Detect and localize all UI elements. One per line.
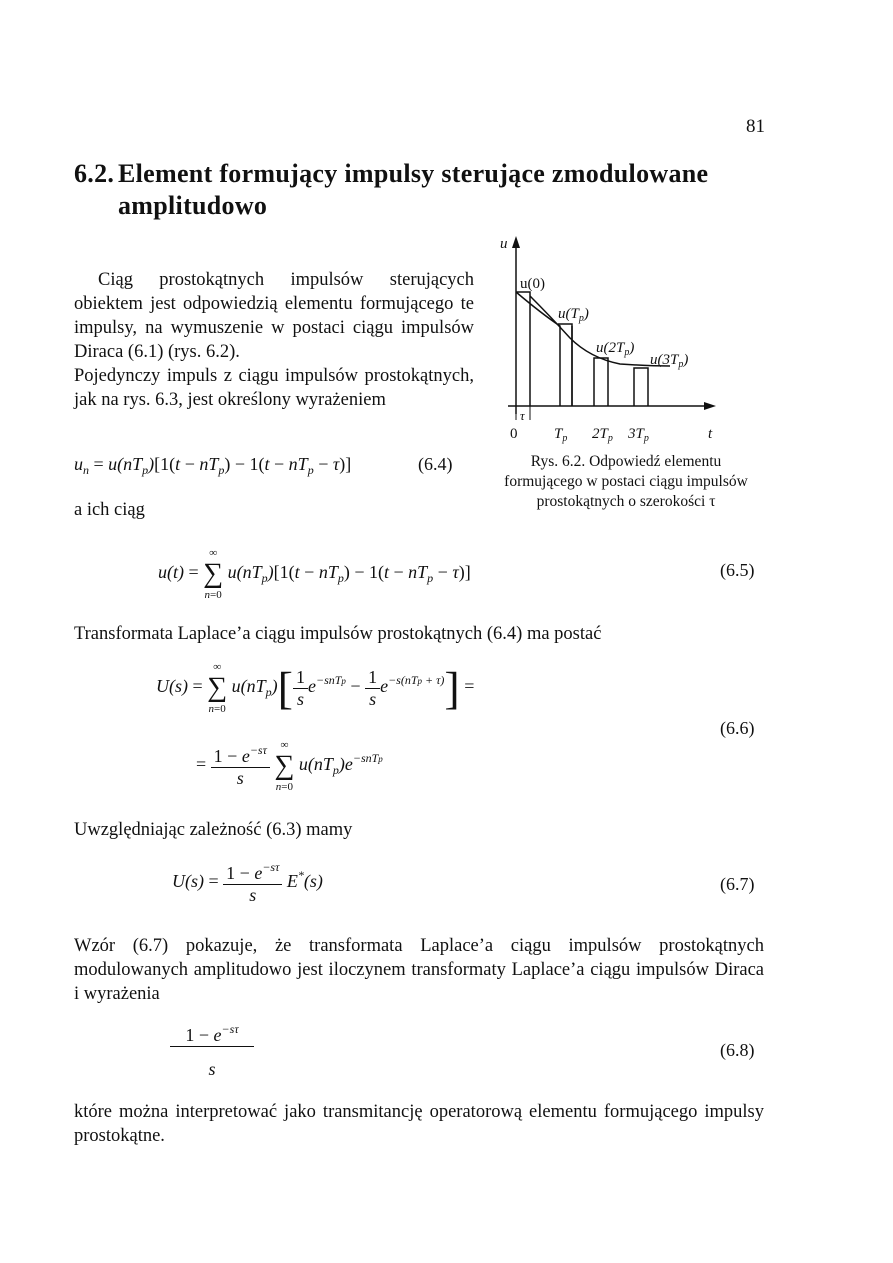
text-wzor: Wzór (6.7) pokazuje, że transformata Laplace’a ciągu impulsów prostokątnych modulowanych amplitudowo jest iloczynem transformaty Laplace’a ciągu impulsów Diraca i wyrażenia	[74, 936, 764, 1004]
figure-6-2	[480, 234, 740, 454]
label-u0: u(0)	[520, 276, 545, 292]
equation-6-6-line1: U(s) = ∞ ∑ n=0 $u(nT_p)$[ $\frac{1}{s}$ $e^{-snTp}$ − $\frac{1}{s}$ $e^{-s(nTp + \tau)}$] =	[156, 661, 475, 715]
section-title-line2: amplitudowo	[118, 191, 268, 220]
text-final: które można interpretować jako transmitancję operatorową elementu formującego impulsy prostokątne.	[74, 1102, 764, 1146]
equation-6-7: U(s) = $\frac{1 - e^{-s\tau}}{s}$ E*(s)	[172, 860, 323, 905]
section-number: 6.2.	[74, 159, 115, 188]
label-u2Tp: $u(2T_p)$	[596, 340, 635, 358]
axis-label-t: t	[708, 426, 713, 442]
section-title	[74, 158, 708, 222]
equation-number-6-5: (6.5)	[720, 560, 755, 580]
pulse-3	[634, 368, 648, 406]
equation-6-6-line2: = $\frac{1 - e^{-s\tau}}{s}$ ∞ ∑ n=0 $u(nT_p)e^{-snTp}$	[196, 739, 383, 793]
equation-6-8: $\frac{1 - e^{-s\tau}}{s}$	[170, 1022, 254, 1080]
tick-3Tp: $3T_p$	[628, 426, 649, 444]
tick-Tp: $T_p$	[554, 426, 568, 444]
equation-6-4: $u_n = u(nT_p)[1(t - nT_p) - 1(t - nT_p - \tau)]$	[74, 454, 352, 477]
section-title-line1: Element formujący impulsy sterujące zmodulowane	[118, 159, 709, 188]
pulse-2	[594, 358, 608, 406]
tau-label: τ	[520, 408, 525, 423]
text-laplace: Transformata Laplace’a ciągu impulsów prostokątnych (6.4) ma postać	[74, 624, 602, 644]
x-axis-arrow	[704, 402, 716, 410]
label-uTp: $u(T_p)$	[558, 306, 589, 324]
tick-0: 0	[510, 426, 518, 442]
equation-number-6-4: (6.4)	[418, 454, 453, 474]
axis-label-u: u	[500, 236, 508, 252]
tick-2Tp: $2T_p$	[592, 426, 613, 444]
text-uwzgl: Uwzględniając zależność (6.3) mamy	[74, 820, 353, 840]
intro-p2: Pojedynczy impuls z ciągu impulsów prostokątnych, jak na rys. 6.3, jest określony wyrażeniem	[74, 366, 474, 410]
label-u3Tp: $u(3T_p)$	[650, 352, 689, 370]
text-ich-ciag: a ich ciąg	[74, 500, 145, 520]
equation-number-6-8: (6.8)	[720, 1040, 755, 1060]
equation-number-6-7: (6.7)	[720, 874, 755, 894]
equation-6-5: u(t) = ∞ ∑ n=0 $u(nT_p)[1(t - nT_p) - 1(t - nT_p - \tau)]$	[158, 547, 471, 601]
intro-paragraph	[74, 268, 474, 412]
figure-caption: Rys. 6.2. Odpowiedź elementu formującego w postaci ciągu impulsów prostokątnych o szerokości τ	[504, 453, 748, 510]
y-axis-arrow	[512, 236, 520, 248]
equation-number-6-6: (6.6)	[720, 718, 755, 738]
page-number: 81	[746, 116, 765, 137]
intro-p1: Ciąg prostokątnych impulsów sterujących obiektem jest odpowiedzią elementu formującego te impulsy, na wymuszenie w postaci ciągu impulsów Diraca (6.1) (rys. 6.2).	[74, 270, 474, 362]
